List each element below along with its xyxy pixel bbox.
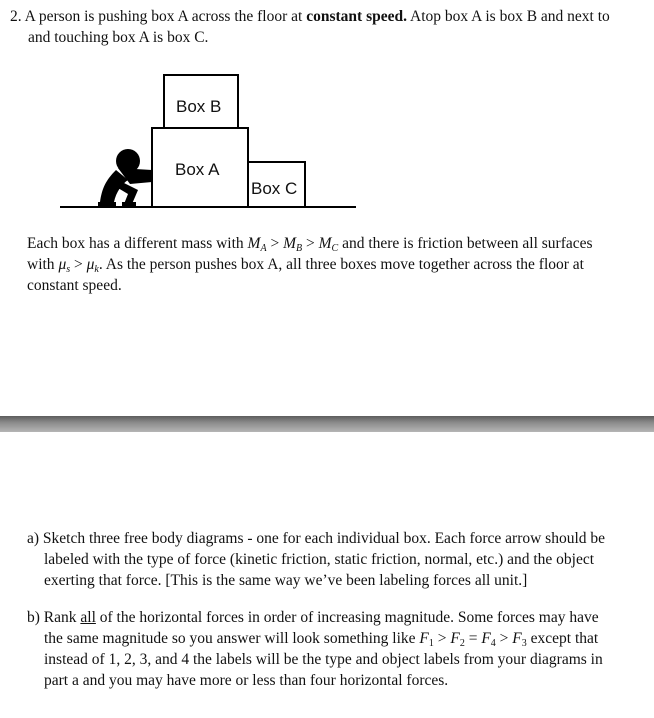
part-b-label: b) <box>27 609 40 626</box>
part-a-line-3: exerting that force. [This is the same way we’ve been labeling forces all unit.] <box>44 572 528 589</box>
problem-line-1: 2. A person is pushing box A across the floor at constant speed. Atop box A is box B and next to <box>10 8 610 25</box>
pushing-person-icon <box>56 70 156 210</box>
page-divider <box>0 416 654 432</box>
part-a-label: a) <box>27 530 40 547</box>
description <box>27 233 647 296</box>
part-a-line-2: labeled with the type of force (kinetic friction, static friction, normal, etc.) and the object <box>44 551 595 568</box>
box-a-label: Box A <box>175 160 220 179</box>
description-line-1: Each box has a different mass with $M_A > M_B > M_C$ and there is friction between all surfaces <box>27 235 593 254</box>
problem-line-2: and touching box A is box C. <box>28 29 209 46</box>
boxes-figure <box>56 70 356 212</box>
description-line-2: with $\mu_s > \mu_k$. As the person pushes box A, all three boxes move together across the floor at <box>27 256 584 275</box>
floor-line <box>60 206 356 208</box>
part-b <box>27 607 649 691</box>
part-a-line-1: a) Sketch three free body diagrams - one for each individual box. Each force arrow should be <box>27 530 606 547</box>
box-c-label: Box C <box>251 179 298 198</box>
box-c <box>247 161 306 208</box>
part-b-line-3: instead of 1, 2, 3, and 4 the labels will be the type and object labels from your diagrams in <box>44 651 603 668</box>
problem-statement <box>10 6 650 48</box>
box-a <box>151 127 249 208</box>
part-b-line-4: part a and you may have more or less than four horizontal forces. <box>44 672 449 689</box>
part-b-line-1: b) Rank all of the horizontal forces in order of increasing magnitude. Some forces may have <box>27 609 599 626</box>
description-line-3: constant speed. <box>27 277 122 294</box>
problem-number: 2. <box>10 8 22 25</box>
box-b <box>163 74 239 129</box>
part-a <box>27 528 647 591</box>
part-b-line-2: the same magnitude so you answer will look something like $F_1 > F_2 = F_4 > F_3$ except that <box>44 630 599 649</box>
box-b-label: Box B <box>176 97 222 116</box>
